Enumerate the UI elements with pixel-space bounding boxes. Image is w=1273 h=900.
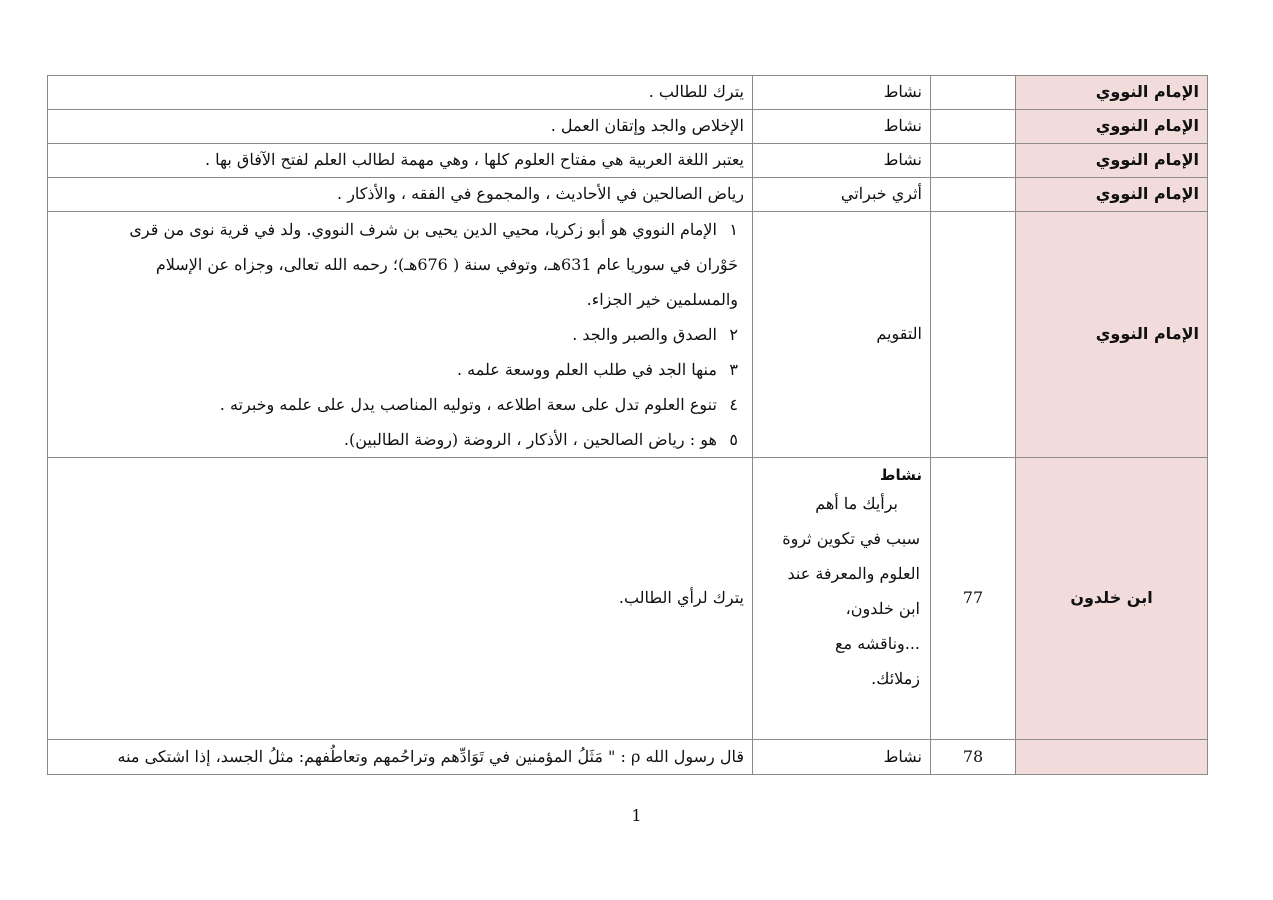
- item-text: هو : رياض الصالحين ، الأذكار ، الروضة (روضة الطالبين).: [343, 430, 717, 449]
- content-cell: الإخلاص والجد وإتقان العمل .: [48, 110, 753, 144]
- type-cell: أثري خبراتي: [753, 178, 931, 212]
- type-cell: نشاط: [753, 144, 931, 178]
- table-row: [48, 178, 1208, 212]
- topic-cell: الإمام النووي: [1016, 178, 1208, 212]
- list-item: [56, 317, 738, 352]
- item-text: الإمام النووي هو أبو زكريا، محيي الدين يحيى بن شرف النووي. ولد في قرية نوى من قرى: [129, 220, 717, 239]
- content-cell: قال رسول الله ρ : " مَثَلُ المؤمنين في تَوَادِّهم وتراحُمهم وتعاطُفهم: مثلُ الجسد، إذا اشتكى منه: [48, 740, 753, 775]
- question-line: ...وناقشه مع: [835, 633, 920, 653]
- list-item-continuation: [56, 282, 738, 317]
- item-text: حَوْران في سوريا عام 631هـ، وتوفي سنة ( 676هـ)؛ رحمه الله تعالى، وجزاه عن الإسلام: [155, 255, 738, 274]
- topic-cell: الإمام النووي: [1016, 76, 1208, 110]
- list-item: [56, 212, 738, 247]
- question-line: زملائك.: [871, 668, 920, 688]
- topic-cell: الإمام النووي: [1016, 110, 1208, 144]
- type-cell: التقويم: [753, 212, 931, 458]
- item-number: ٢: [729, 325, 738, 344]
- content-cell: يترك للطالب .: [48, 76, 753, 110]
- question-line: العلوم والمعرفة عند: [787, 563, 920, 583]
- list-item: [56, 387, 738, 422]
- item-number: ٥: [729, 430, 738, 449]
- item-text: منها الجد في طلب العلم ووسعة علمه .: [456, 360, 717, 379]
- type-cell: نشاط: [753, 76, 931, 110]
- topic-cell: ابن خلدون: [1016, 458, 1208, 740]
- table-row: [48, 144, 1208, 178]
- table-row: [48, 110, 1208, 144]
- item-text: الصدق والصبر والجد .: [572, 325, 717, 344]
- number-cell: 78: [931, 740, 1016, 775]
- activity-title: نشاط: [879, 466, 922, 484]
- content-cell: رياض الصالحين في الأحاديث ، والمجموع في الفقه ، والأذكار .: [48, 178, 753, 212]
- content-cell: يعتبر اللغة العربية هي مفتاح العلوم كلها ، وهي مهمة لطالب العلم لفتح الآفاق بها .: [48, 144, 753, 178]
- activity-cell: [753, 458, 931, 740]
- table-row: [48, 740, 1208, 775]
- ibn-khaldun-row: [48, 458, 1208, 740]
- question-line: ابن خلدون،: [845, 598, 920, 618]
- question-line: برأيك ما أهم: [815, 493, 898, 513]
- type-cell: نشاط: [753, 110, 931, 144]
- item-number: ٤: [729, 395, 738, 414]
- number-cell: [931, 76, 1016, 110]
- number-cell: [931, 178, 1016, 212]
- evaluation-row: [48, 212, 1208, 458]
- topic-cell: [1016, 740, 1208, 775]
- list-item: [56, 422, 738, 457]
- number-cell: [931, 110, 1016, 144]
- number-cell: 77: [931, 458, 1016, 740]
- number-cell: [931, 212, 1016, 458]
- number-cell: [931, 144, 1016, 178]
- evaluation-list: [56, 212, 744, 457]
- item-number: ١: [729, 220, 738, 239]
- item-number: ٣: [729, 360, 738, 379]
- lesson-table: [47, 75, 1208, 775]
- page-number: 1: [631, 806, 642, 825]
- answer-cell: يترك لرأي الطالب.: [48, 458, 753, 740]
- table-row: [48, 76, 1208, 110]
- topic-cell: الإمام النووي: [1016, 144, 1208, 178]
- list-item-continuation: [56, 247, 738, 282]
- question-line: سبب في تكوين ثروة: [782, 528, 920, 548]
- list-item: [56, 352, 738, 387]
- topic-cell: الإمام النووي: [1016, 212, 1208, 458]
- evaluation-content: [48, 212, 753, 458]
- item-text: تنوع العلوم تدل على سعة اطلاعه ، وتوليه المناصب يدل على علمه وخبرته .: [219, 395, 717, 414]
- item-text: والمسلمين خير الجزاء.: [586, 290, 738, 309]
- activity-question: [761, 486, 922, 696]
- type-cell: نشاط: [753, 740, 931, 775]
